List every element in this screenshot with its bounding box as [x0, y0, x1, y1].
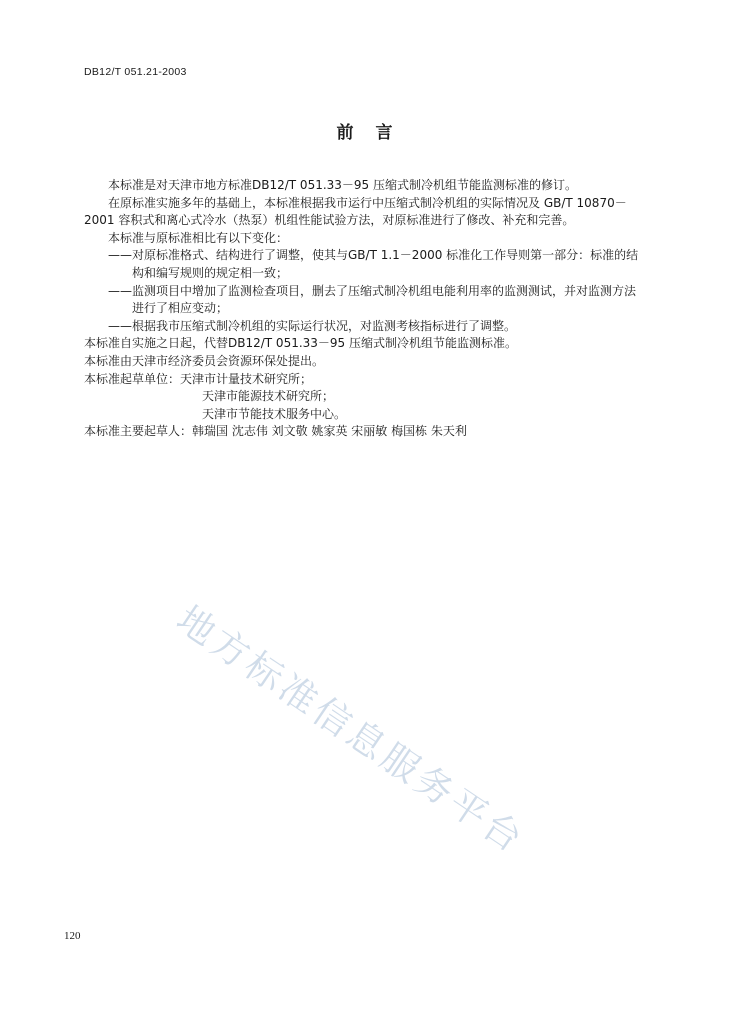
paragraph-replacement: 本标准自实施之日起，代替DB12/T 051.33－95 压缩式制冷机组节能监测标准。: [84, 336, 518, 351]
drafting-unit-3-line: 天津市节能技术服务中心。: [202, 406, 347, 421]
drafting-unit-2-line: 天津市能源技术研究所；: [202, 389, 335, 404]
paragraph-revision-basis: 在原标准实施多年的基础上，本标准根据我市运行中压缩式制冷机组的实际情况及 GB/T 10870－2001 容积式和离心式冷水（热泵）机组性能试验方法，对原标准进行了修改、补充和完善。: [84, 195, 627, 228]
change-item-2: ——监测项目中增加了监测检查项目，删去了压缩式制冷机组电能利用率的监测测试，并对监测方法进行了相应变动；: [108, 283, 637, 316]
change-item-3: ——根据我市压缩式制冷机组的实际运行状况，对监测考核指标进行了调整。: [108, 318, 517, 333]
drafting-units-label: 本标准起草单位：: [84, 371, 181, 386]
change-item-1: ——对原标准格式、结构进行了调整，使其与GB/T 1.1－2000 标准化工作导则第一部分：标准的结构和编写规则的规定相一致；: [108, 248, 639, 280]
drafting-unit-1: 天津市计量技术研究所；: [180, 371, 313, 386]
drafting-units-line: [84, 371, 644, 389]
paragraph-revision-statement: 本标准是对天津市地方标准DB12/T 051.33－95 压缩式制冷机组节能监测标准的修订。: [108, 178, 578, 192]
standard-number: DB12/T 051.21-2003: [84, 66, 187, 78]
drafters-line: 本标准主要起草人：韩瑞国 沈志伟 刘文敬 姚家英 宋丽敏 梅国栋 朱天利: [84, 424, 467, 439]
foreword-body: [84, 177, 644, 441]
page-title: 前言: [336, 123, 415, 143]
watermark-text: 地方标准信息服务平台: [168, 597, 533, 863]
paragraph-changes-intro: 本标准与原标准相比有以下变化：: [108, 230, 289, 245]
page-number: 120: [64, 930, 81, 942]
paragraph-proposer: 本标准由天津市经济委员会资源环保处提出。: [84, 353, 325, 368]
